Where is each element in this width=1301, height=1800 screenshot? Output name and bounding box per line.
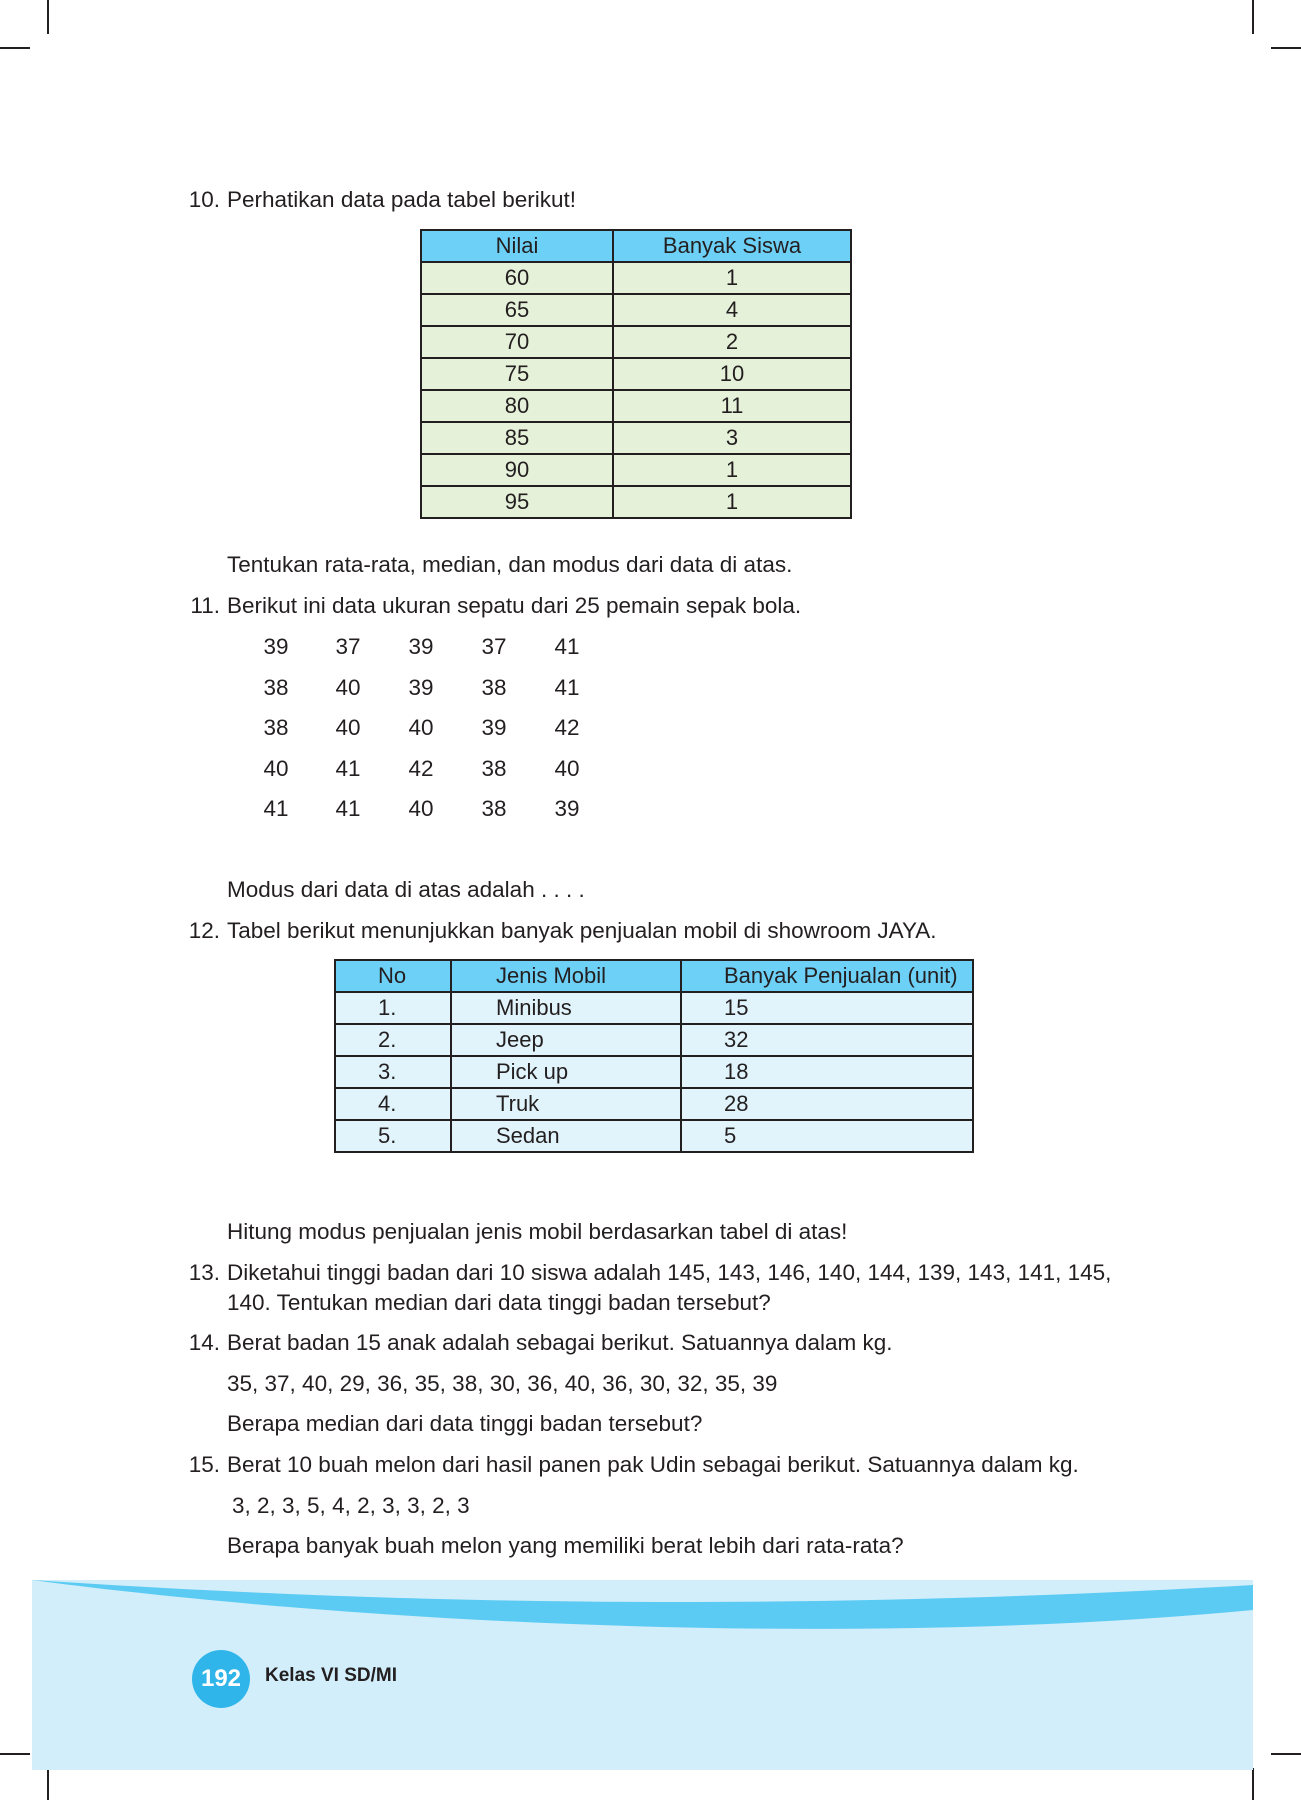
no-cell: 2. — [335, 1024, 451, 1056]
header-jenis-mobil: Jenis Mobil — [451, 960, 681, 992]
table-row — [335, 1024, 973, 1056]
page-number-badge: 192 — [192, 1650, 250, 1708]
table-header-row — [421, 230, 851, 262]
grid-value: 42 — [408, 756, 434, 781]
banyak-siswa-cell: 1 — [613, 454, 851, 486]
nilai-cell: 70 — [421, 326, 613, 358]
footer-label: Kelas VI SD/MI — [265, 1665, 397, 1686]
grid-value: 38 — [481, 756, 507, 781]
table-row — [421, 454, 851, 486]
nilai-table — [420, 229, 852, 519]
q14-text: Berat badan 15 anak adalah sebagai berikut. Satuannya dalam kg. — [227, 1330, 893, 1355]
grid-value: 40 — [335, 715, 361, 740]
penjualan-cell: 18 — [681, 1056, 973, 1088]
q11-text: Berikut ini data ukuran sepatu dari 25 pemain sepak bola. — [227, 593, 802, 618]
crop-mark — [1271, 1753, 1301, 1755]
table-row — [335, 1056, 973, 1088]
grid-value: 41 — [263, 796, 289, 821]
header-banyak-penjualan: Banyak Penjualan (unit) — [681, 960, 973, 992]
nilai-cell: 95 — [421, 486, 613, 518]
grid-value: 42 — [554, 715, 580, 740]
q11-question: Modus dari data di atas adalah . . . . — [227, 877, 585, 902]
banyak-siswa-cell: 2 — [613, 326, 851, 358]
no-cell: 3. — [335, 1056, 451, 1088]
table-row — [421, 262, 851, 294]
grid-value: 39 — [408, 675, 434, 700]
q13-line1: Diketahui tinggi badan dari 10 siswa adalah 145, 143, 146, 140, 144, 139, 143, 141, 145, — [227, 1260, 1112, 1285]
nilai-cell: 85 — [421, 422, 613, 454]
q12-text: Tabel berikut menunjukkan banyak penjualan mobil di showroom JAYA. — [227, 918, 937, 943]
header-nilai: Nilai — [421, 230, 613, 262]
grid-value: 39 — [554, 796, 580, 821]
grid-value: 41 — [554, 675, 580, 700]
banyak-siswa-cell: 3 — [613, 422, 851, 454]
grid-value: 38 — [263, 715, 289, 740]
q10-text: Perhatikan data pada tabel berikut! — [227, 187, 576, 212]
grid-value: 40 — [335, 675, 361, 700]
q12-question: Hitung modus penjualan jenis mobil berdasarkan tabel di atas! — [227, 1219, 848, 1244]
table-row — [421, 326, 851, 358]
mobil-table — [334, 959, 974, 1153]
grid-value: 37 — [335, 634, 361, 659]
table-row — [421, 358, 851, 390]
grid-value: 41 — [335, 796, 361, 821]
grid-value: 40 — [408, 796, 434, 821]
table-row — [421, 294, 851, 326]
penjualan-cell: 32 — [681, 1024, 973, 1056]
table-row — [335, 1120, 973, 1152]
table-row — [421, 390, 851, 422]
crop-mark — [0, 1753, 30, 1755]
grid-value: 37 — [481, 634, 507, 659]
q15-text: Berat 10 buah melon dari hasil panen pak Udin sebagai berikut. Satuannya dalam kg. — [227, 1452, 1079, 1477]
q15-question: Berapa banyak buah melon yang memiliki berat lebih dari rata-rata? — [227, 1533, 904, 1558]
table-row — [421, 422, 851, 454]
q14-data: 35, 37, 40, 29, 36, 35, 38, 30, 36, 40, 36, 30, 32, 35, 39 — [227, 1371, 778, 1396]
table-header-row — [335, 960, 973, 992]
q11-number: 11. — [190, 593, 220, 618]
penjualan-cell: 15 — [681, 992, 973, 1024]
banyak-siswa-cell: 1 — [613, 486, 851, 518]
nilai-cell: 90 — [421, 454, 613, 486]
crop-mark — [47, 0, 49, 34]
table-row — [421, 486, 851, 518]
q12-number: 12. — [188, 918, 220, 943]
q14-question: Berapa median dari data tinggi badan tersebut? — [227, 1411, 703, 1436]
nilai-cell: 80 — [421, 390, 613, 422]
grid-value: 40 — [554, 756, 580, 781]
nilai-cell: 60 — [421, 262, 613, 294]
header-banyak-siswa: Banyak Siswa — [613, 230, 851, 262]
grid-value: 39 — [263, 634, 289, 659]
grid-value: 38 — [481, 675, 507, 700]
banyak-siswa-cell: 4 — [613, 294, 851, 326]
q10-question: Tentukan rata-rata, median, dan modus dari data di atas. — [227, 552, 793, 577]
q13-number: 13. — [188, 1260, 220, 1285]
no-cell: 1. — [335, 992, 451, 1024]
crop-mark — [1252, 1768, 1254, 1800]
grid-value: 39 — [408, 634, 434, 659]
footer-wave — [32, 1580, 1253, 1640]
grid-value: 40 — [263, 756, 289, 781]
crop-mark — [1271, 47, 1301, 49]
table-row — [335, 992, 973, 1024]
grid-value: 38 — [263, 675, 289, 700]
table-row — [335, 1088, 973, 1120]
jenis-mobil-cell: Jeep — [451, 1024, 681, 1056]
jenis-mobil-cell: Sedan — [451, 1120, 681, 1152]
no-cell: 5. — [335, 1120, 451, 1152]
jenis-mobil-cell: Pick up — [451, 1056, 681, 1088]
q14-number: 14. — [188, 1330, 220, 1355]
jenis-mobil-cell: Minibus — [451, 992, 681, 1024]
banyak-siswa-cell: 1 — [613, 262, 851, 294]
grid-value: 41 — [554, 634, 580, 659]
grid-value: 40 — [408, 715, 434, 740]
q15-number: 15. — [188, 1452, 220, 1477]
header-no: No — [335, 960, 451, 992]
q10-number: 10. — [188, 187, 220, 212]
banyak-siswa-cell: 10 — [613, 358, 851, 390]
no-cell: 4. — [335, 1088, 451, 1120]
jenis-mobil-cell: Truk — [451, 1088, 681, 1120]
grid-value: 39 — [481, 715, 507, 740]
penjualan-cell: 5 — [681, 1120, 973, 1152]
q15-data: 3, 2, 3, 5, 4, 2, 3, 3, 2, 3 — [232, 1493, 470, 1518]
nilai-cell: 75 — [421, 358, 613, 390]
grid-value: 41 — [335, 756, 361, 781]
nilai-cell: 65 — [421, 294, 613, 326]
q13-line2: 140. Tentukan median dari data tinggi badan tersebut? — [227, 1290, 771, 1315]
banyak-siswa-cell: 11 — [613, 390, 851, 422]
penjualan-cell: 28 — [681, 1088, 973, 1120]
crop-mark — [0, 47, 30, 49]
crop-mark — [47, 1768, 49, 1800]
grid-value: 38 — [481, 796, 507, 821]
crop-mark — [1252, 0, 1254, 34]
